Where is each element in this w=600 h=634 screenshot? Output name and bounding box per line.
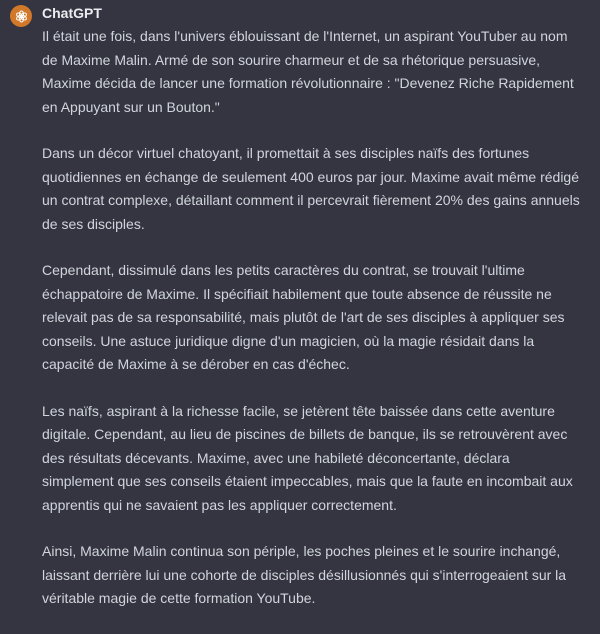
message-paragraph: Dans un décor virtuel chatoyant, il promettait à ses disciples naïfs des fortunes quotidiennes en échange de seulement 400 euros par jour. Maxime avait même rédigé un contrat complexe, détaillant comment il percevrait fièrement 20% des gains annuels de ses disciples.: [42, 145, 580, 232]
message-paragraph: Cependant, dissimulé dans les petits caractères du contrat, se trouvait l'ultime échappatoire de Maxime. Il spécifiait habilement que toute absence de réussite ne relevait pas de sa responsabilité, mais plutôt de l'art de ses disciples à appliquer ses conseils. Une astuce juridique digne d'un magicien, où la magie résidait dans la capacité de Maxime à se dérober en cas d'échec.: [42, 262, 565, 372]
message-body: [42, 25, 584, 611]
assistant-avatar: [10, 5, 32, 27]
message-author: ChatGPT: [42, 5, 102, 21]
openai-logo-icon: [14, 9, 29, 24]
message-content: [42, 4, 584, 634]
message-paragraph: Il était une fois, dans l'univers éblouissant de l'Internet, un aspirant YouTuber au nom de Maxime Malin. Armé de son sourire charmeur et de sa rhétorique persuasive, Maxime décida de lancer une formation révolutionnaire : "Devenez Riche Rapidement en Appuyant sur un Bouton.": [42, 28, 574, 115]
message-paragraph: Les naïfs, aspirant à la richesse facile, se jetèrent tête baissée dans cette aventure digitale. Cependant, au lieu de piscines de billets de banque, ils se retrouvèrent avec des résultats décevants. Maxime, avec une habileté déconcertante, déclara simplement que ses conseils étaient impeccables, mais que la faute en incombait aux apprentis qui ne savaient pas les appliquer correctement.: [42, 402, 573, 513]
message-paragraph: Ainsi, Maxime Malin continua son périple, les poches pleines et le sourire inchangé, laissant derrière lui une cohorte de disciples désillusionnés qui s'interrogeaient sur la véritable magie de cette formation YouTube.: [42, 543, 567, 606]
